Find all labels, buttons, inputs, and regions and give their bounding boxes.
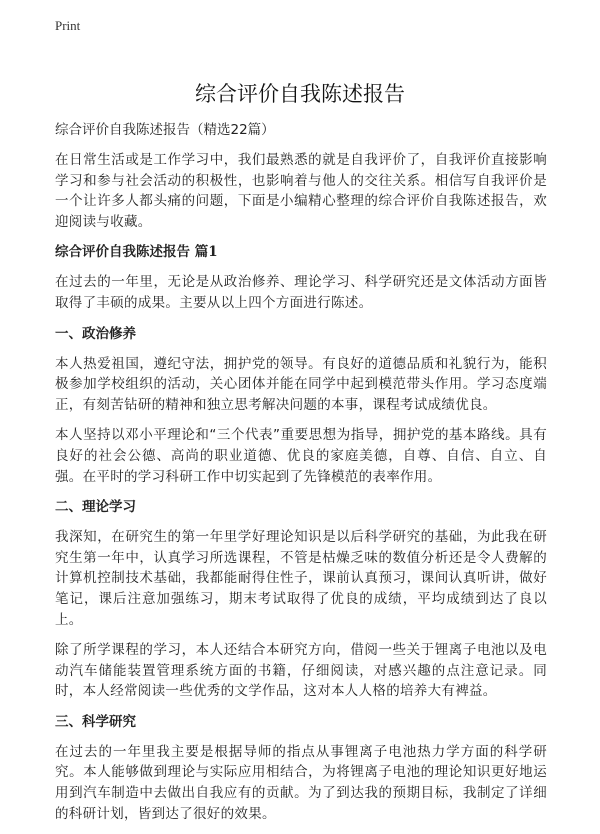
section-heading: 三、科学研究 <box>55 713 136 730</box>
section-paragraph: 本人坚持以邓小平理论和“三个代表”重要思想为指导，拥护党的基本路线。具有良好的社会公德、高尚的职业道德、优良的家庭美德，自尊、自信、自立、自强。在平时的学习科研工作中切实起到了先锋模范的表率作用。 <box>55 427 547 485</box>
section-paragraph: 我深知，在研究生的第一年里学好理论知识是以后科学研究的基础，为此我在研究生第一年中，认真学习所选课程，不管是枯燥乏味的数值分析还是令人费解的计算机控制技术基础，我都能耐得住性子，课前认真预习，课间认真听讲，做好笔记，课后注意加强练习，期末考试取得了优良的成绩，平均成绩到达了良以上。 <box>55 529 547 628</box>
intro-paragraph: 在日常生活或是工作学习中，我们最熟悉的就是自我评价了，自我评价直接影响学习和参与社会活动的积极性，也影响着与他人的交往关系。相信写自我评价是一个让许多人都头痛的问题，下面是小编精心整理的综合评价自我陈述报告，欢迎阅读与收藏。 <box>55 152 547 230</box>
section-heading: 一、政治修养 <box>55 325 136 342</box>
page-title: 综合评价自我陈述报告 <box>195 82 405 106</box>
document-body <box>55 120 547 834</box>
article-heading: 综合评价自我陈述报告 篇1 <box>55 244 218 261</box>
section-paragraph: 本人热爱祖国，遵纪守法，拥护党的领导。有良好的道德品质和礼貌行为，能积极参加学校组织的活动，关心团体并能在同学中起到模范带头作用。学习态度端正，有刻苦钻研的精神和独立思考解决问题的本事，课程考试成绩优良。 <box>55 355 547 413</box>
section-paragraph: 在过去的一年里我主要是根据导师的指点从事锂离子电池热力学方面的科学研究。本人能够做到理论与实际应用相结合，为将锂离子电池的理论知识更好地运用到汽车制造中去做出自我应有的贡献。为了到达我的预期目标，我制定了详细的科研计划，皆到达了很好的效果。 <box>55 743 547 822</box>
section-heading: 二、理论学习 <box>55 499 136 516</box>
document-subtitle: 综合评价自我陈述报告（精选22篇） <box>55 122 275 138</box>
article-intro-paragraph: 在过去的一年里，无论是从政治修养、理论学习、科学研究还是文体活动方面皆取得了丰硕的成果。主要从以上四个方面进行陈述。 <box>55 274 547 311</box>
print-link[interactable]: Print <box>55 18 81 33</box>
section-paragraph: 除了所学课程的学习，本人还结合本研究方向，借阅一些关于锂离子电池以及电动汽车储能装置管理系统方面的书籍，仔细阅读，对感兴趣的点注意记录。同时，本人经常阅读一些优秀的文学作品，这对本人人格的培养大有裨益。 <box>55 642 547 700</box>
